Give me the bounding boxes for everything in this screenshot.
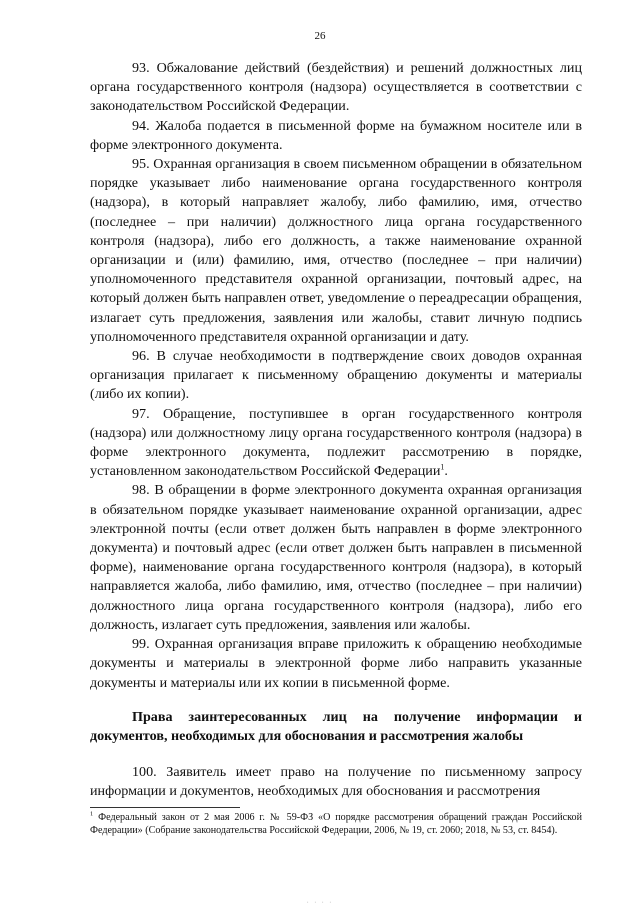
footnote-separator (90, 807, 240, 808)
footnote-marker: 1 (90, 810, 94, 818)
footnote-text: Федеральный закон от 2 мая 2006 г. № 59-ФЗ «О порядке рассмотрения обращений граждан Российской Федерации» (Собрание законодательства Российской Федерации, 2006, № 19, ст. 2060; 2018, № 53, ст. 8454). (90, 812, 582, 837)
paragraph-100: 100. Заявитель имеет право на получение по письменному запросу информации и документов, необходимых для обоснования и рассмотрения (90, 763, 582, 799)
section-heading: Права заинтересованных лиц на получение информации и документов, необходимых для обоснования и рассмотрения жалобы (90, 708, 582, 745)
paragraph-99: 99. Охранная организация вправе приложить к обращению необходимые документы и материалы в электронной форме либо направить указанные документы и материалы или их копии в письменной форме. (90, 636, 582, 691)
paragraph-95: 95. Охранная организация в своем письменном обращении в обязательном порядке указывает либо наименование органа государственного контроля (надзора), в который направляет жалобу, либо фамилию, имя, отчество (последнее – при наличии) должностного лица органа государственного контроля (надзора), либо его должность, а также наименование охранной организации и (или) фамилию, имя, отчество (последнее – при наличии) уполномоченного представителя охранной организации, почтовый адрес, на который должен быть направлен ответ, уведомление о переадресации обращения, излагает суть предложения, заявления или жалобы, ставит личную подпись уполномоченного представителя охранной организации и дату. (90, 156, 582, 345)
document-body (90, 59, 582, 801)
footnote-1 (90, 811, 582, 837)
footnotes (90, 811, 582, 837)
page-number: 26 (314, 30, 326, 42)
paragraph-94: 94. Жалоба подается в письменной форме на бумажном носителе или в форме электронного документа. (90, 117, 582, 153)
paragraph-97 (90, 405, 582, 482)
paragraph-97-text: 97. Обращение, поступившее в орган государственного контроля (надзора) или должностному лицу органа государственного контроля (надзора) в форме электронного документа, подлежит рассмотрению в порядке, установленном законодательством Российской Федерации (90, 405, 582, 480)
scan-marks: · · · · (306, 900, 334, 906)
paragraph-93: 93. Обжалование действий (бездействия) и решений должностных лиц органа государственного контроля (надзора) осуществляется в соответствии с законодательством Российской Федерации. (90, 60, 582, 115)
paragraph-96: 96. В случае необходимости в подтверждение своих доводов охранная организация прилагает к письменному обращению документы и материалы (либо их копии). (90, 348, 582, 403)
footnote-reference[interactable]: 1 (440, 462, 445, 472)
paragraph-98: 98. В обращении в форме электронного документа охранная организация в обязательном порядке указывает наименование охранной организации, адрес электронной почты (если ответ должен быть направлен в форме электронного документа) и почтовый адрес (если ответ должен быть направлен в письменной форме), наименование органа государственного контроля (надзора), в который направляется жалоба, либо фамилию, имя, отчество (последнее – при наличии) должностного лица органа государственного контроля (надзора), либо его должность, излагает суть предложения, заявления или жалобы. (90, 482, 582, 633)
paragraph-97-end: . (444, 463, 448, 480)
